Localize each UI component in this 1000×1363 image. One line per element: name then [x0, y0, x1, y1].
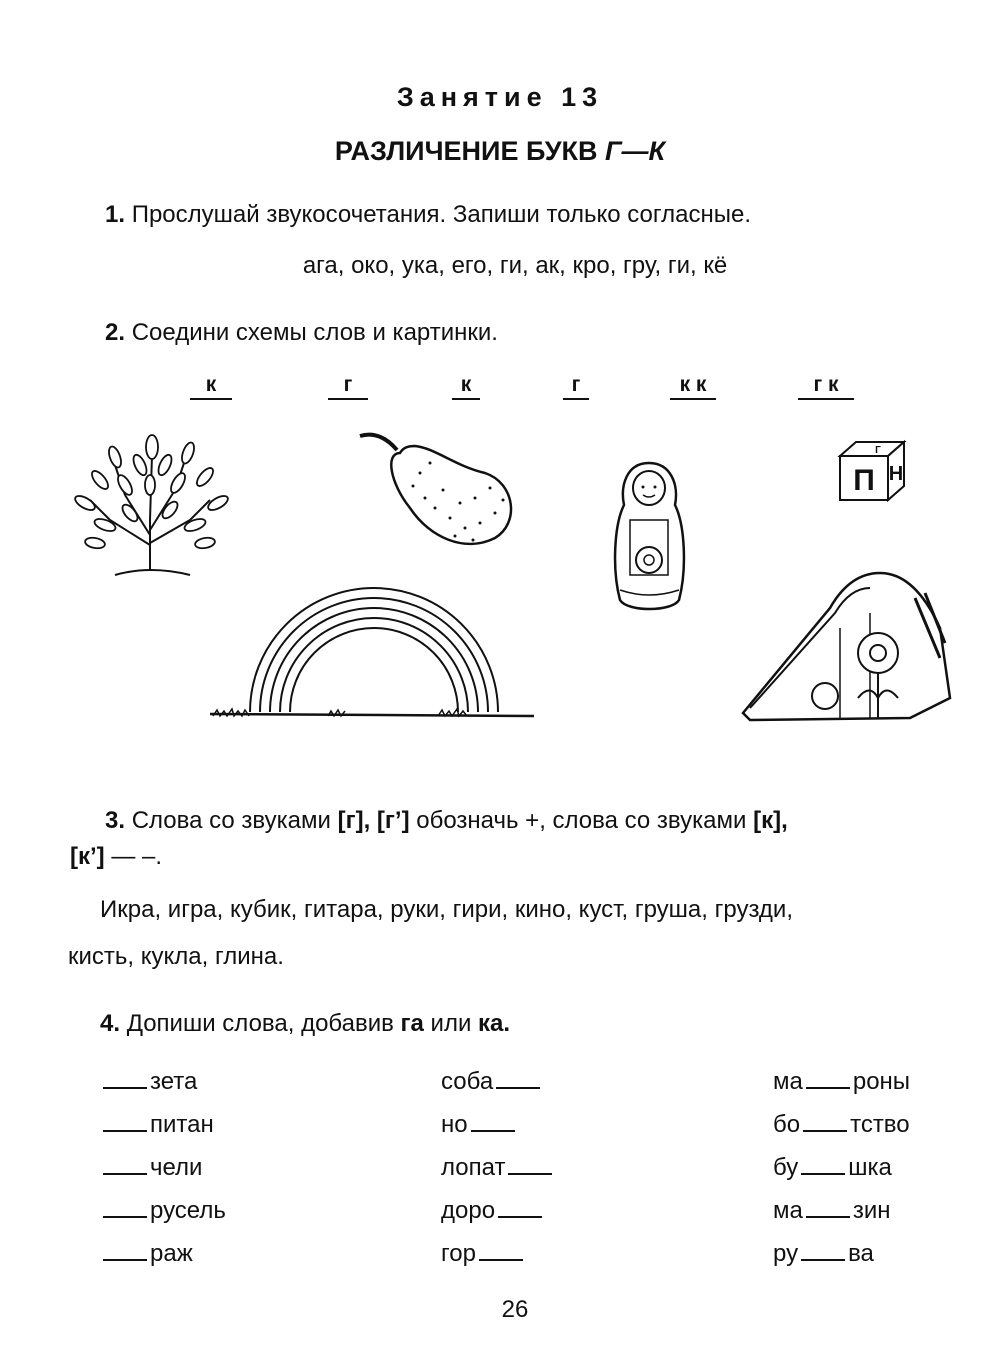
blank-line[interactable]: [103, 1241, 147, 1261]
blank-line[interactable]: [103, 1069, 147, 1089]
word-item: соба: [441, 1068, 543, 1096]
task2-number: 2.: [105, 319, 126, 346]
task3-sounds-k2: [к’]: [70, 843, 105, 870]
task4-opt2: ка.: [478, 1010, 511, 1037]
task4-text-a: Допиши слова, добавив: [126, 1010, 401, 1037]
word-item: русель: [100, 1197, 226, 1225]
title-prefix: РАЗЛИЧЕНИЕ БУКВ: [334, 136, 605, 166]
lesson-title: Занятие 13: [396, 82, 604, 112]
task2-text: Соедини схемы слов и картинки.: [131, 319, 498, 346]
task4-instruction: [100, 1007, 510, 1041]
rainbow-picture: [208, 580, 538, 725]
word-item: ма зин: [773, 1197, 891, 1224]
blank-line[interactable]: [498, 1198, 542, 1218]
task2-instruction: [105, 316, 498, 350]
task4-number: 4.: [100, 1010, 121, 1037]
scheme-1: к: [190, 374, 232, 400]
cube-picture: [836, 438, 908, 504]
task3-words-line2: кисть, кукла, глина.: [68, 943, 284, 970]
matryoshka-picture: [612, 460, 687, 615]
slide-picture: [740, 568, 955, 723]
blank-line[interactable]: [508, 1155, 552, 1175]
scheme-2: г: [328, 374, 368, 400]
word-item: лопат: [441, 1154, 555, 1182]
task4-opt1: га: [400, 1010, 424, 1037]
blank-line[interactable]: [801, 1241, 845, 1261]
blank-line[interactable]: [806, 1069, 850, 1089]
word-item: питан: [100, 1111, 214, 1139]
blank-line[interactable]: [103, 1198, 147, 1218]
task1-number: 1.: [105, 201, 126, 228]
title-letters: Г—К: [604, 136, 666, 166]
word-item: зета: [100, 1068, 197, 1096]
task1-syllables: ага, око, ука, его, ги, ак, кро, гру, ги, кё: [302, 252, 728, 279]
blank-line[interactable]: [496, 1069, 540, 1089]
task1-instruction: [105, 198, 751, 232]
task3-sounds-k: [к],: [753, 807, 788, 834]
task3-text-b: обозначь +, слова со звуками: [409, 807, 754, 834]
page-number: 26: [501, 1296, 529, 1323]
cube-letter-side: Н: [888, 463, 904, 485]
blank-line[interactable]: [479, 1241, 523, 1261]
bush-picture: [70, 425, 230, 580]
task3-words-line1: Икра, игра, кубик, гитара, руки, гири, кино, куст, груша, грузди,: [100, 896, 793, 923]
cube-letter-front: П: [853, 464, 875, 497]
word-item: бо тство: [773, 1111, 910, 1138]
task3-number: 3.: [105, 807, 126, 834]
blank-line[interactable]: [803, 1112, 847, 1132]
task1-text: Прослушай звукосочетания. Запиши только согласные.: [131, 201, 751, 228]
page-title: [0, 136, 1000, 167]
word-item: раж: [100, 1240, 193, 1268]
blank-line[interactable]: [103, 1112, 147, 1132]
blank-line[interactable]: [471, 1112, 515, 1132]
word-item: бу шка: [773, 1154, 892, 1181]
task3-sounds-g: [г], [г’]: [337, 807, 410, 834]
scheme-3: к: [452, 374, 480, 400]
scheme-6: г к: [798, 374, 854, 400]
scheme-4: г: [563, 374, 589, 400]
blank-line[interactable]: [103, 1155, 147, 1175]
word-item: но: [441, 1111, 518, 1139]
cube-letter-top: Г: [875, 445, 881, 456]
pear-picture: [355, 428, 520, 553]
blank-line[interactable]: [801, 1155, 845, 1175]
word-item: чели: [100, 1154, 202, 1182]
scheme-5: к к: [670, 374, 716, 400]
blank-line[interactable]: [806, 1198, 850, 1218]
task3-instruction-cont: [70, 840, 162, 874]
word-item: ма роны: [773, 1068, 911, 1095]
word-item: гор: [441, 1240, 526, 1268]
word-item: ру ва: [773, 1240, 874, 1267]
task3-text-c: — –.: [104, 843, 163, 870]
task3-instruction: [105, 804, 788, 838]
word-item: доро: [441, 1197, 545, 1225]
task3-text-a: Слова со звуками: [131, 807, 338, 834]
task4-text-b: или: [423, 1010, 479, 1037]
